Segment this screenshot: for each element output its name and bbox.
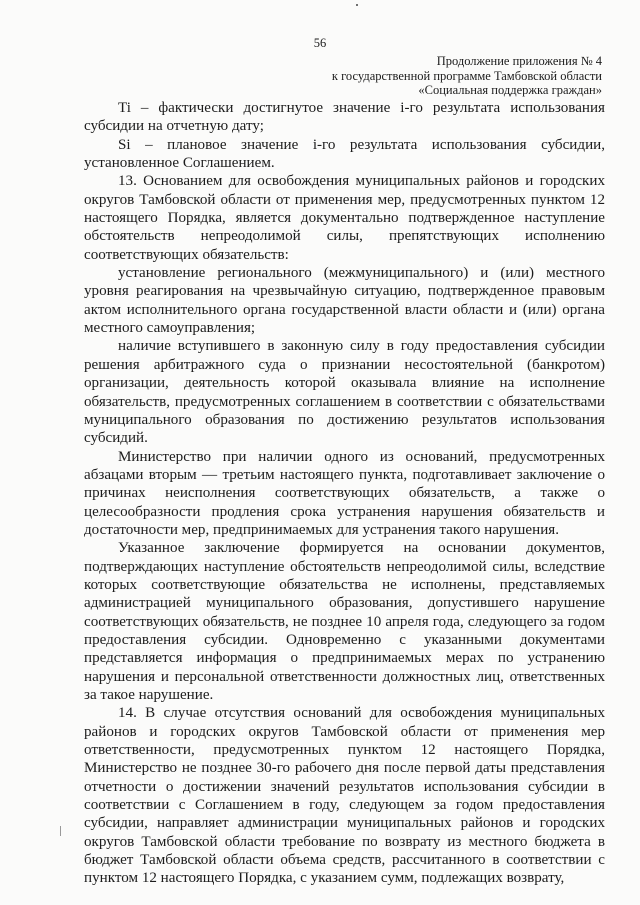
paragraph-ti-definition: Ti – фактически достигнутое значение i-го результата использования субсидии на отчетную дату; (84, 100, 605, 135)
header-line-2: к государственной программе Тамбовской области (331, 68, 602, 83)
page-number: 56 (313, 36, 327, 50)
header-line-3: «Социальная поддержка граждан» (418, 83, 602, 97)
paragraph-14: 14. В случае отсутствия оснований для освобождения муниципальных районов и городских округов Тамбовской области от применения мер ответственности, предусмотренных пунктом 12 настоящего Порядка, Министерство не позднее 30-го рабочего дня после первой даты представления отчетности о достижении значений результатов использования субсидии в соответствии с Соглашением в году, следующем за годом предоставления субсидии, направляет администрации муниципальных районов и городских округов Тамбовской области требование по возврату из местного бюджета в бюджет Тамбовской области объема средств, рассчитанного в соответствии с пунктом 12 настоящего Порядка, с указанием сумм, подлежащих возврату, (84, 705, 605, 887)
document-body (84, 99, 605, 888)
paragraph-conclusion-formation: Указанное заключение формируется на основании документов, подтверждающих наступление обстоятельств непреодолимой силы, вследствие которых соответствующие обязательства не исполнены, представляемых администрацией муниципального образования, допустившего нарушение соответствующих обязательств, не позднее 10 апреля года, следующего за годом предоставления субсидии. Одновременно с указанными документами представляется информация о предпринимаемых мерах по устранению нарушения и персональной ответственности должностных лиц, ответственных за такое нарушение. (84, 540, 605, 703)
paragraph-si-definition: Si – плановое значение i-го результата использования субсидии, установленное Соглашением. (84, 136, 605, 172)
paragraph-13: 13. Основанием для освобождения муниципальных районов и городских округов Тамбовской области от применения мер, предусмотренных пунктом 12 настоящего Порядка, является документально подтвержденное наступление обстоятельств непреодолимой силы, препятствующих исполнению соответствующих обязательств: (84, 173, 605, 263)
margin-mark (60, 826, 61, 836)
header-line-1: Продолжение приложения № 4 (436, 54, 602, 68)
paragraph-ministry-conclusion: Министерство при наличии одного из оснований, предусмотренных абзацами вторым — третьим настоящего пункта, подготавливает заключение о причинах неисполнения соответствующих обязательств, а также о целесообразности продления срока устранения нарушения обязательств и достаточности мер, предпринимаемых для устранения такого нарушения. (84, 448, 605, 538)
paragraph-emergency: установление регионального (межмуниципального) и (или) местного уровня реагирования на чрезвычайную ситуацию, подтвержденное правовым актом исполнительного органа государственной власти области и (или) органа местного самоуправления; (84, 265, 605, 337)
paragraph-court-decision: наличие вступившего в законную силу в году предоставления субсидии решения арбитражного суда о признании несостоятельной (банкротом) организации, деятельность которой оказывала влияние на исполнение обязательств, предусмотренных соглашением в соответствии с обязательствами муниципального образования по достижению результатов использования субсидий. (84, 338, 605, 447)
appendix-header (332, 54, 602, 98)
scan-speck (356, 4, 358, 6)
